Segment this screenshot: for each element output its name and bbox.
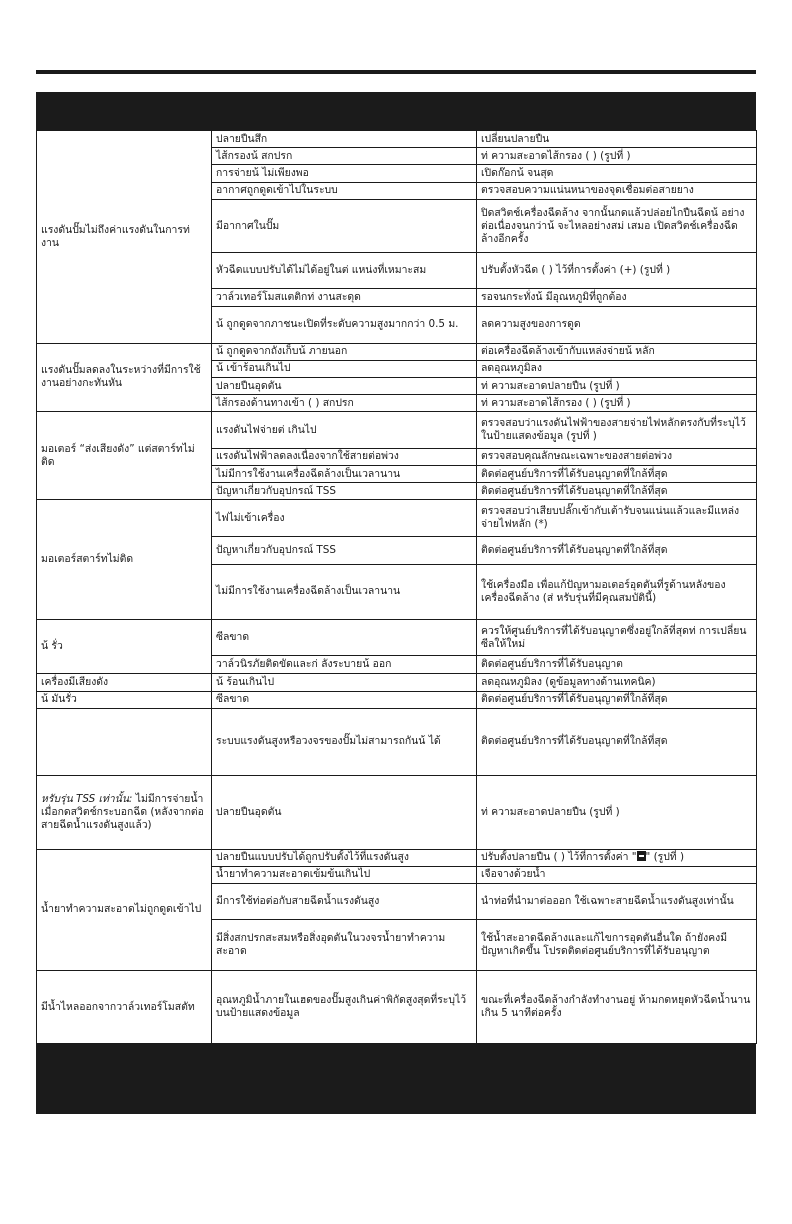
table-header-bar bbox=[36, 92, 756, 130]
cause-cell: ไม่มีการใช้งานเครื่องฉีดล้างเป็นเวลานาน bbox=[212, 565, 477, 620]
table-row bbox=[37, 775, 757, 849]
cause-cell: ไส้กรองน้ สกปรก bbox=[212, 148, 477, 165]
solution-cell: ปรับตั้งหัวฉีด ( ) ไว้ที่การตั้งค่า (+) (รูปที่ ) bbox=[477, 253, 757, 288]
solution-cell: ติดต่อศูนย์บริการที่ได้รับอนุญาตที่ใกล้ที่สุด bbox=[477, 536, 757, 564]
table-row bbox=[37, 674, 757, 691]
table-row bbox=[37, 619, 757, 655]
table-row bbox=[37, 131, 757, 148]
table-row bbox=[37, 500, 757, 536]
cause-cell: อุณหภูมิน้ำภายในเฮดของปั๊มสูงเกินค่าพิกัดสูงสุดที่ระบุไว้บนป้ายแสดงข้อมูล bbox=[212, 971, 477, 1044]
cause-cell: แรงดันไฟจ่ายต่ เกินไป bbox=[212, 412, 477, 448]
table-footer-bar bbox=[36, 1044, 756, 1114]
solution-cell: ต่อเครื่องฉีดล้างเข้ากับแหล่งจ่ายน้ หลัก bbox=[477, 343, 757, 360]
solution-text-after: " (รูปที่ ) bbox=[645, 851, 685, 864]
cause-cell: ปลายปืนอุดตัน bbox=[212, 775, 477, 849]
solution-cell: ท่ ความสะอาดไส้กรอง ( ) (รูปที่ ) bbox=[477, 148, 757, 165]
solution-cell: ติดต่อศูนย์บริการที่ได้รับอนุญาต bbox=[477, 656, 757, 674]
cause-cell: การจ่ายน้ ไม่เพียงพอ bbox=[212, 165, 477, 182]
low-pressure-setting-icon bbox=[637, 851, 646, 861]
problem-cell: มอเตอร์สตาร์ทไม่ติด bbox=[37, 500, 212, 619]
cause-cell: อากาศถูกดูดเข้าไปในระบบ bbox=[212, 182, 477, 199]
table-row bbox=[37, 691, 757, 708]
cause-cell: น้ ถูกดูดจากถังเก็บน้ ภายนอก bbox=[212, 343, 477, 360]
table-row bbox=[37, 971, 757, 1044]
cause-cell: ซีลขาด bbox=[212, 619, 477, 655]
solution-cell: ตรวจสอบความแน่นหนาของจุดเชื่อมต่อสายยาง bbox=[477, 182, 757, 199]
top-rule bbox=[36, 70, 756, 74]
solution-cell: ติดต่อศูนย์บริการที่ได้รับอนุญาตที่ใกล้ที่สุด bbox=[477, 465, 757, 482]
cause-cell: ปลายปืนสึก bbox=[212, 131, 477, 148]
solution-cell: ขณะที่เครื่องฉีดล้างกำลังทำงานอยู่ ห้ามกดหยุดหัวฉีดน้ำนานเกิน 5 นาทีต่อครั้ง bbox=[477, 971, 757, 1044]
problem-cell: น้ รั่ว bbox=[37, 619, 212, 674]
solution-cell: ปิดสวิตช์เครื่องฉีดล้าง จากนั้นกดแล้วปล่อยไกปืนฉีดน้ อย่างต่อเนื่องจนกว่าน้ จะไหลอย่างสม่ เสมอ เปิดสวิตช์เครื่องฉีดล้างอีกครั้ง bbox=[477, 199, 757, 253]
troubleshooting-table bbox=[36, 130, 757, 1044]
cause-cell: ไส้กรองด้านทางเข้า ( ) สกปรก bbox=[212, 395, 477, 412]
cause-cell: น้ ร้อนเกินไป bbox=[212, 674, 477, 691]
cause-cell: มีอากาศในปั๊ม bbox=[212, 199, 477, 253]
cause-cell: ไม่มีการใช้งานเครื่องฉีดล้างเป็นเวลานาน bbox=[212, 465, 477, 482]
cause-cell: ปัญหาเกี่ยวกับอุปกรณ์ TSS bbox=[212, 536, 477, 564]
cause-cell: ปลายปืนแบบปรับได้ถูกปรับตั้งไว้ที่แรงดันสูง bbox=[212, 849, 477, 866]
problem-text: ไม่มีการจ่ายน้ำเมื่อกดสวิตช์กระบอกฉีด (หลังจากต่อสายฉีดน้ำแรงดันสูงแล้ว) bbox=[41, 792, 204, 831]
solution-cell: เปลี่ยนปลายปืน bbox=[477, 131, 757, 148]
cause-cell: แรงดันไฟฟ้าลดลงเนื่องจากใช้สายต่อพ่วง bbox=[212, 448, 477, 465]
cause-cell: ปัญหาเกี่ยวกับอุปกรณ์ TSS bbox=[212, 483, 477, 500]
cause-cell: ระบบแรงดันสูงหรือวงจรของปั๊มไม่สามารถกันน้ ได้ bbox=[212, 708, 477, 775]
problem-cell: แรงดันปั๊มไม่ถึงค่าแรงดันในการท่ งาน bbox=[37, 131, 212, 344]
problem-prefix: หรับรุ่น TSS เท่านั้น: bbox=[41, 792, 133, 805]
cause-cell: ปลายปืนอุดตัน bbox=[212, 377, 477, 394]
table-row bbox=[37, 708, 757, 775]
solution-cell: ใช้น้ำสะอาดฉีดล้างและแก้ไขการอุดตันอื่นใด ถ้ายังคงมีปัญหาเกิดขึ้น โปรดติดต่อศูนย์บริการที่ได้รับอนุญาต bbox=[477, 920, 757, 971]
solution-cell: ท่ ความสะอาดปลายปืน (รูปที่ ) bbox=[477, 775, 757, 849]
solution-cell: นำท่อที่นำมาต่อออก ใช้เฉพาะสายฉีดน้ำแรงดันสูงเท่านั้น bbox=[477, 883, 757, 919]
solution-cell: ลดอุณหภูมิลง (ดูข้อมูลทางด้านเทคนิค) bbox=[477, 674, 757, 691]
solution-cell: ติดต่อศูนย์บริการที่ได้รับอนุญาตที่ใกล้ที่สุด bbox=[477, 708, 757, 775]
solution-text-before: ปรับตั้งปลายปืน ( ) ไว้ที่การตั้งค่า " bbox=[481, 851, 637, 864]
solution-cell: ควรให้ศูนย์บริการที่ได้รับอนุญาตซึ่งอยู่ใกล้ที่สุดท่ การเปลี่ยนซีลให้ใหม่ bbox=[477, 619, 757, 655]
cause-cell: ซีลขาด bbox=[212, 691, 477, 708]
cause-cell: น้ เข้าร้อนเกินไป bbox=[212, 360, 477, 377]
solution-cell: ติดต่อศูนย์บริการที่ได้รับอนุญาตที่ใกล้ที่สุด bbox=[477, 483, 757, 500]
solution-cell: เจือจางด้วยน้ำ bbox=[477, 866, 757, 883]
cause-cell: วาล์วนิรภัยติดขัดและก่ ลังระบายน้ ออก bbox=[212, 656, 477, 674]
solution-cell: เปิดก๊อกน้ จนสุด bbox=[477, 165, 757, 182]
cause-cell: น้ ถูกดูดจากภาชนะเปิดที่ระดับความสูงมากกว่า 0.5 ม. bbox=[212, 307, 477, 343]
cause-cell: มีสิ่งสกปรกสะสมหรือสิ่งอุดตันในวงจรน้ำยาทำความสะอาด bbox=[212, 920, 477, 971]
solution-cell: ลดความสูงของการดูด bbox=[477, 307, 757, 343]
problem-cell: แรงดันปั๊มลดลงในระหว่างที่มีการใช้งานอย่างกะทันหัน bbox=[37, 343, 212, 412]
solution-cell: ตรวจสอบว่าแรงดันไฟฟ้าของสายจ่ายไฟหลักตรงกับที่ระบุไว้ในป้ายแสดงข้อมูล (รูปที่ ) bbox=[477, 412, 757, 448]
problem-cell: น้ มันรั่ว bbox=[37, 691, 212, 708]
solution-cell: ตรวจสอบคุณลักษณะเฉพาะของสายต่อพ่วง bbox=[477, 448, 757, 465]
solution-cell: รอจนกระทั่งน้ มีอุณหภูมิที่ถูกต้อง bbox=[477, 288, 757, 306]
problem-cell: น้ำยาทำความสะอาดไม่ถูกดูดเข้าไป bbox=[37, 849, 212, 970]
problem-cell bbox=[37, 775, 212, 849]
table-row bbox=[37, 849, 757, 866]
table-row bbox=[37, 412, 757, 448]
solution-cell: ติดต่อศูนย์บริการที่ได้รับอนุญาตที่ใกล้ที่สุด bbox=[477, 691, 757, 708]
problem-cell bbox=[37, 708, 212, 775]
solution-cell: ใช้เครื่องมือ เพื่อแก้ปัญหามอเตอร์อุดตันที่รูด้านหลังของเครื่องฉีดล้าง (ส่ หรับรุ่นที่มีคุณสมบัตินี้) bbox=[477, 565, 757, 620]
solution-cell bbox=[477, 849, 757, 866]
cause-cell: น้ำยาทำความสะอาดเข้มข้นเกินไป bbox=[212, 866, 477, 883]
solution-cell: ท่ ความสะอาดไส้กรอง ( ) (รูปที่ ) bbox=[477, 395, 757, 412]
cause-cell: วาล์วเทอร์โมสแตติกท่ งานสะดุด bbox=[212, 288, 477, 306]
problem-cell: มอเตอร์ “ส่งเสียงดัง” แต่สตาร์ทไม่ติด bbox=[37, 412, 212, 500]
cause-cell: มีการใช้ท่อต่อกับสายฉีดน้ำแรงดันสูง bbox=[212, 883, 477, 919]
cause-cell: ไฟไม่เข้าเครื่อง bbox=[212, 500, 477, 536]
problem-cell: มีน้ำไหลออกจากวาล์วเทอร์โมสตัท bbox=[37, 971, 212, 1044]
cause-cell: หัวฉีดแบบปรับได้ไม่ได้อยู่ในต่ แหน่งที่เหมาะสม bbox=[212, 253, 477, 288]
problem-cell: เครื่องมีเสียงดัง bbox=[37, 674, 212, 691]
table-row bbox=[37, 343, 757, 360]
solution-cell: ท่ ความสะอาดปลายปืน (รูปที่ ) bbox=[477, 377, 757, 394]
solution-cell: ตรวจสอบว่าเสียบปลั๊กเข้ากับเต้ารับจนแน่นแล้วและมีแหล่งจ่ายไฟหลัก (*) bbox=[477, 500, 757, 536]
solution-cell: ลดอุณหภูมิลง bbox=[477, 360, 757, 377]
